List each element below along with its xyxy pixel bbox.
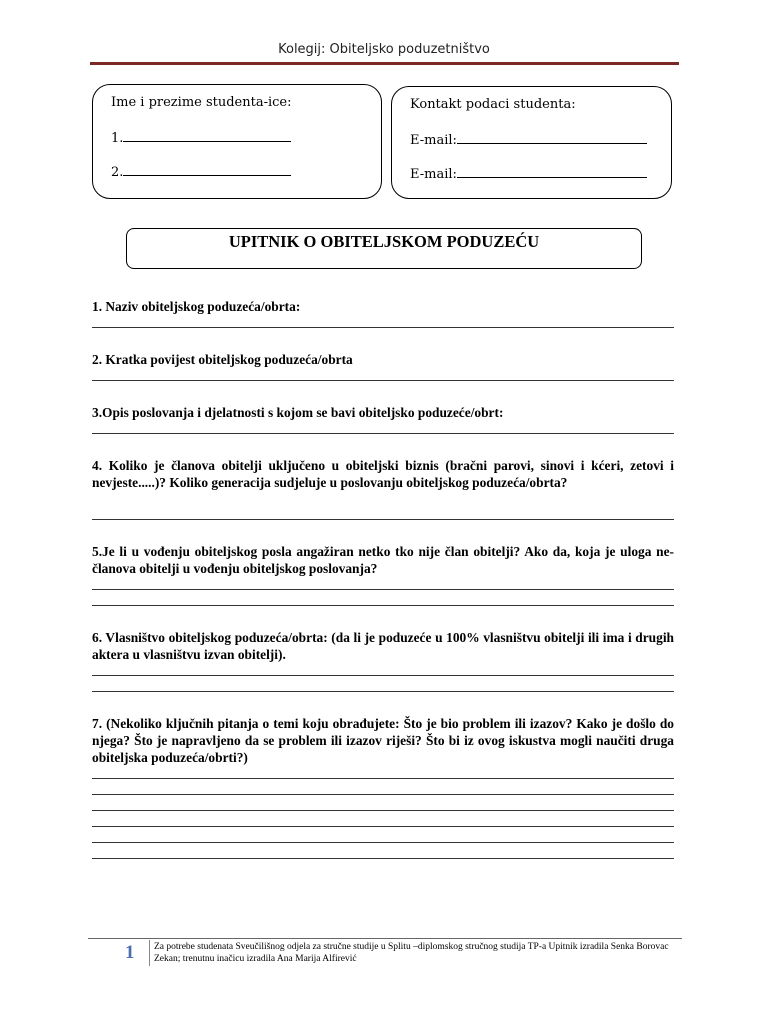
questionnaire-title xyxy=(126,228,642,269)
footer-separator xyxy=(149,940,150,966)
question-list xyxy=(92,298,674,859)
answer-line[interactable] xyxy=(92,691,674,692)
course-header: Kolegij: Obiteljsko poduzetništvo xyxy=(278,42,490,57)
answer-line[interactable] xyxy=(92,589,674,590)
question-3 xyxy=(92,404,674,434)
student-name-row-1[interactable] xyxy=(111,129,291,146)
answer-line[interactable] xyxy=(92,327,674,328)
email-field-1[interactable] xyxy=(457,131,647,144)
question-2 xyxy=(92,351,674,381)
email-label-2: E-mail: xyxy=(410,167,457,182)
answer-line[interactable] xyxy=(92,858,674,859)
question-text: 2. Kratka povijest obiteljskog poduzeća/obrta xyxy=(92,352,353,367)
student-name-number-2: 2. xyxy=(111,165,124,180)
contact-label: Kontakt podaci studenta: xyxy=(410,97,576,112)
contact-box xyxy=(391,86,672,199)
question-7 xyxy=(92,715,674,859)
student-name-field-2[interactable] xyxy=(123,163,291,176)
answer-line[interactable] xyxy=(92,380,674,381)
question-6 xyxy=(92,629,674,692)
footer-divider xyxy=(88,938,682,939)
answer-line[interactable] xyxy=(92,519,674,520)
question-text: 5.Je li u vođenju obiteljskog posla angažiran netko tko nije član obitelji? Ako da, koja je uloga ne-članova obitelji u vođenju obiteljskog poslovanja? xyxy=(92,544,674,576)
question-text: 1. Naziv obiteljskog poduzeća/obrta: xyxy=(92,299,301,314)
page-number: 1 xyxy=(125,942,135,963)
email-field-2[interactable] xyxy=(457,165,647,178)
question-text: 3.Opis poslovanja i djelatnosti s kojom se bavi obiteljsko poduzeće/obrt: xyxy=(92,405,504,420)
questionnaire-title-text: UPITNIK O OBITELJSKOM PODUZEĆU xyxy=(228,232,540,251)
question-1 xyxy=(92,298,674,328)
footer-note: Za potrebe studenata Sveučilišnog odjela za stručne studije u Splitu –diplomskog stručnog studija TP-a Upitnik izradila Senka Borovac Zekan; trenutnu inačicu izradila Ana Marija Alfirević xyxy=(154,942,669,964)
answer-line[interactable] xyxy=(92,433,674,434)
question-text: 6. Vlasništvo obiteljskog poduzeća/obrta: (da li je poduzeće u 100% vlasništvu obitelji ili ima i drugih aktera u vlasništvu izvan obitelji). xyxy=(92,630,674,662)
header-divider xyxy=(90,62,679,65)
answer-line[interactable] xyxy=(92,826,674,827)
email-label-1: E-mail: xyxy=(410,133,457,148)
question-text: 7. (Nekoliko ključnih pitanja o temi koju obrađujete: Što je bio problem ili izazov? Kako je došlo do njega? Što je napravljeno da se problem ili izazov riješi? Što bi iz ovog iskustva mogli naučiti druga obiteljska poduzeća/obrti?) xyxy=(92,716,674,765)
student-name-number-1: 1. xyxy=(111,131,124,146)
student-name-box xyxy=(92,84,382,199)
question-5 xyxy=(92,543,674,606)
answer-line[interactable] xyxy=(92,778,674,779)
answer-line[interactable] xyxy=(92,675,674,676)
student-name-label: Ime i prezime studenta-ice: xyxy=(111,95,292,110)
answer-line[interactable] xyxy=(92,842,674,843)
question-4 xyxy=(92,457,674,520)
answer-line[interactable] xyxy=(92,794,674,795)
student-name-field-1[interactable] xyxy=(123,129,291,142)
student-name-row-2[interactable] xyxy=(111,163,291,180)
question-text: 4. Koliko je članova obitelji uključeno u obiteljski biznis (bračni parovi, sinovi i kćeri, zetovi i nevjeste.....)? Koliko generacija sudjeluje u poslovanju obiteljskog poduzeća/obrta? xyxy=(92,458,674,490)
answer-line[interactable] xyxy=(92,605,674,606)
email-row-1[interactable] xyxy=(410,131,647,148)
answer-line[interactable] xyxy=(92,810,674,811)
email-row-2[interactable] xyxy=(410,165,647,182)
